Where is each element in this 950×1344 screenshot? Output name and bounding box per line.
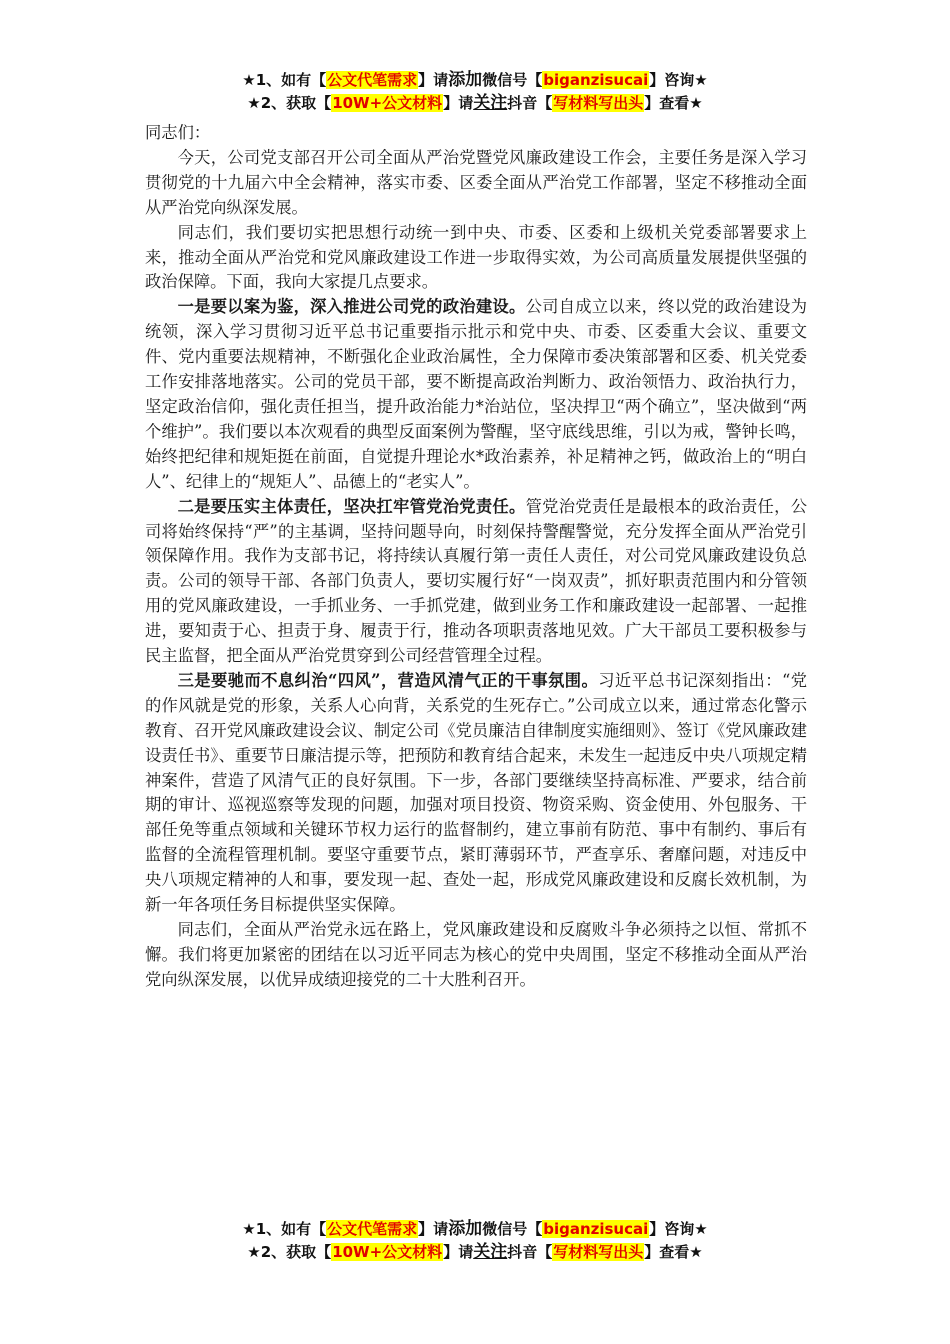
paragraph-point-3 bbox=[145, 669, 807, 918]
point-1-body: 公司自成立以来，终以党的政治建设为统领，深入学习贯彻习近平总书记重要指示批示和党中央、市委、区委重大会议、重要文件、党内重要法规精神，不断强化企业政治属性，全力保障市委决策部署和区委、机关党委工作安排落地落实。公司的党员干部，要不断提高政治判断力、政治领悟力、政治执行力，坚定政治信仰，强化责任担当，提升政治能力*治站位，坚决捍卫“两个确立”，坚决做到“两个维护”。我们要以本次观看的典型反面案例为警醒，坚守底线思维，引以为戒，警钟长鸣，始终把纪律和规矩挺在前面，自觉提升理论水*政治素养，补足精神之钙，做政治上的“明白人”、纪律上的“规矩人”、品德上的“老实人”。 bbox=[145, 297, 807, 491]
promo-line-1 bbox=[0, 69, 950, 92]
document-body bbox=[145, 121, 807, 993]
point-2-body: 管党治党责任是最根本的政治责任，公司将始终保持“严”的主基调，坚持问题导向，时刻保持警醒警觉，充分发挥全面从严治党引领保障作用。我作为支部书记，将持续认真履行第一责任人责任，对公司党风廉政建设负总责。公司的领导干部、各部门负责人，要切实履行好“一岗双责”，抓好职责范围内和分管领用的党风廉政建设，一手抓业务、一手抓党建，做到业务工作和廉政建设一起部署、一起推进，要知责于心、担责于身、履责于行，推动各项职责落地见效。广大干部员工要积极参与民主监督，把全面从严治党贯穿到公司经营管理全过程。 bbox=[145, 496, 807, 666]
point-3-body: 习近平总书记深刻指出：“党的作风就是党的形象，关系人心向背，关系党的生死存亡。”公司成立以来，通过常态化警示教育、召开党风廉政建设会议、制定公司《党员廉洁自律制度实施细则》、签订《党风廉政建设责任书》、重要节日廉洁提示等，把预防和教育结合起来，未发生一起违反中央八项规定精神案件，营造了风清气正的良好氛围。下一步，各部门要继续坚持高标准、严要求，结合前期的审计、巡视巡察等发现的问题，加强对项目投资、物资采购、资金使用、外包服务、干部任免等重点领域和关键环节权力运行的监督制约，建立事前有防范、事中有制约、事后有监督的全流程管理机制。要坚守重要节点，紧盯薄弱环节，严查享乐、奢靡问题，对违反中央八项规定精神的人和事，要发现一起、查处一起，形成党风廉政建设和反腐长效机制，为新一年各项任务目标提供坚实保障。 bbox=[145, 670, 808, 915]
promo-text: ★1、如有【 bbox=[242, 71, 327, 89]
promo-text: ★2、获取【 bbox=[247, 1243, 332, 1261]
salutation: 同志们： bbox=[145, 123, 211, 142]
paragraph-overview: 同志们，我们要切实把思想行动统一到中央、市委、区委和上级机关党委部署要求上来，推动全面从严治党和党风廉政建设工作进一步取得实效，为公司高质量发展提供坚强的政治保障。下面，我向大家提几点要求。 bbox=[145, 222, 807, 292]
promo-line-2 bbox=[0, 92, 950, 115]
promo-highlight: 写材料写出头 bbox=[553, 94, 644, 112]
promo-text: 抖音【 bbox=[507, 1243, 553, 1261]
promo-text: 】请 bbox=[418, 1220, 449, 1238]
promo-emphasis: 添加 bbox=[448, 70, 483, 90]
promo-emphasis: 关注 bbox=[473, 93, 508, 113]
promo-text: 】查看★ bbox=[644, 94, 703, 112]
promo-emphasis: 添加 bbox=[448, 1219, 483, 1239]
promo-highlight: 10W+公文材料 bbox=[332, 1243, 443, 1261]
paragraph-point-1 bbox=[145, 295, 807, 494]
promo-highlight: biganzisucai bbox=[543, 1220, 649, 1238]
promo-text: ★1、如有【 bbox=[242, 1220, 327, 1238]
promo-emphasis: 关注 bbox=[473, 1242, 508, 1262]
promo-text: 抖音【 bbox=[507, 94, 553, 112]
promo-banner-top bbox=[0, 69, 950, 115]
promo-line-1 bbox=[0, 1218, 950, 1241]
promo-text: 】咨询★ bbox=[649, 1220, 708, 1238]
promo-text: 】请 bbox=[443, 1243, 474, 1261]
promo-highlight: 公文代笔需求 bbox=[327, 1220, 418, 1238]
point-2-heading: 二是要压实主体责任，坚决扛牢管党治党责任。 bbox=[177, 496, 526, 516]
promo-text: 微信号【 bbox=[482, 71, 543, 89]
promo-text: ★2、获取【 bbox=[247, 94, 332, 112]
point-3-heading: 三是要驰而不息纠治“四风”，营造风清气正的干事氛围。 bbox=[177, 670, 599, 690]
point-1-heading: 一是要以案为鉴，深入推进公司党的政治建设。 bbox=[177, 297, 526, 317]
promo-highlight: biganzisucai bbox=[543, 71, 649, 89]
promo-text: 】咨询★ bbox=[649, 71, 708, 89]
promo-highlight: 公文代笔需求 bbox=[327, 71, 418, 89]
promo-highlight: 写材料写出头 bbox=[553, 1243, 644, 1261]
paragraph-intro: 今天，公司党支部召开公司全面从严治党暨党风廉政建设工作会，主要任务是深入学习贯彻党的十九届六中全会精神，落实市委、区委全面从严治党工作部署，坚定不移推动全面从严治党向纵深发展。 bbox=[145, 147, 807, 217]
promo-text: 微信号【 bbox=[482, 1220, 543, 1238]
promo-text: 】查看★ bbox=[644, 1243, 703, 1261]
promo-banner-bottom bbox=[0, 1218, 950, 1264]
paragraph-point-2 bbox=[145, 495, 807, 669]
paragraph-closing: 同志们，全面从严治党永远在路上，党风廉政建设和反腐败斗争必须持之以恒、常抓不懈。我们将更加紧密的团结在以习近平同志为核心的党中央周围，坚定不移推动全面从严治党向纵深发展，以优异成绩迎接党的二十大胜利召开。 bbox=[145, 920, 807, 989]
promo-text: 】请 bbox=[418, 71, 449, 89]
promo-text: 】请 bbox=[443, 94, 474, 112]
promo-highlight: 10W+公文材料 bbox=[332, 94, 443, 112]
promo-line-2 bbox=[0, 1241, 950, 1264]
